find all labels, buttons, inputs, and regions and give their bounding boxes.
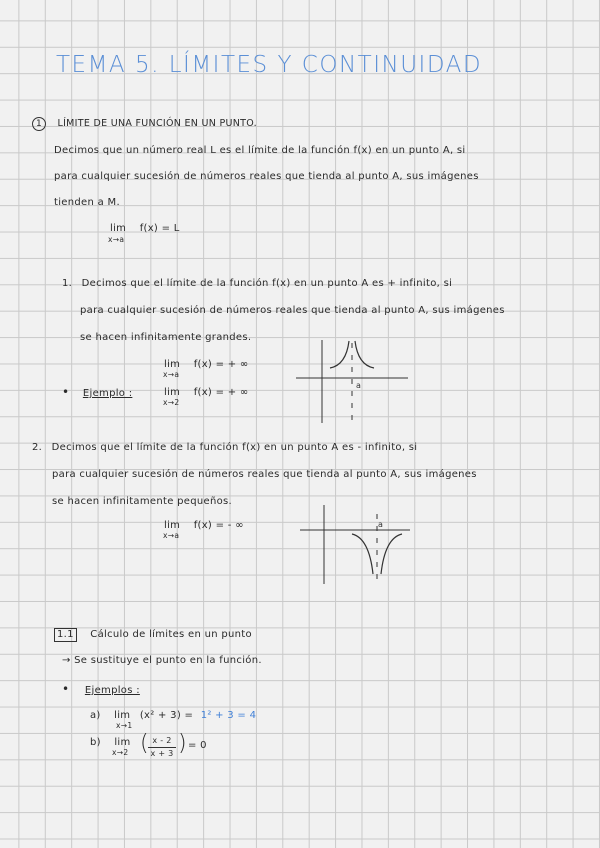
item-number: 2. [32,442,43,453]
lim-subscript: x→a [108,235,125,244]
section-number: 1.1 [54,628,77,642]
examples-label: Ejemplos : [84,685,140,696]
method-note: → Se sustituye el punto en la función. [62,655,262,666]
fraction-denominator: x + 3 [148,747,176,758]
limit-formula [164,521,244,531]
lim-word: lim [164,387,181,398]
lim-expression: f(x) = + ∞ [193,387,249,398]
lim-expression: f(x) = - ∞ [193,520,244,531]
lim-word: lim [114,710,131,721]
example-b-label: b) [90,737,101,748]
examples-row [62,683,140,696]
example-label: Ejemplo : [82,388,133,399]
lim-word: lim [114,737,131,748]
example-b [90,738,131,748]
graph-label: a [356,381,361,390]
lim-word: lim [164,359,181,370]
graph-label: a [378,520,383,529]
fraction-numerator: x - 2 [152,736,172,745]
item-number: 1. [62,278,73,289]
graph-plus-infinity [290,335,410,425]
lim-word: lim [110,223,127,234]
paragraph-line: se hacen infinitamente grandes. [80,332,252,343]
example-b-result: = 0 [188,740,207,751]
paragraph-line: para cualquier sucesión de números reales que tienda al punto A, sus imágenes [54,171,479,182]
curve-left [352,534,373,574]
limit-formula [164,360,249,370]
example-a-result: 1² + 3 = 4 [200,710,257,721]
curve-right [381,534,402,574]
paren-right: ) [178,731,187,756]
bullet: • [62,385,70,399]
paragraph-line: para cualquier sucesión de números reales que tienda al punto A, sus imágenes [52,469,477,480]
section-1-heading-row [32,117,257,131]
lim-subscript: x→1 [116,721,133,730]
section-1-1-heading-row [54,628,252,642]
lim-subscript: x→a [163,370,180,379]
paren-left: ( [140,731,149,756]
lim-expression: f(x) = L [139,223,180,234]
curve-right [355,341,374,368]
limit-formula [110,224,180,234]
example-a-label: a) [90,710,101,721]
paragraph-line: tienden a M. [54,197,120,208]
item-text: Decimos que el límite de la función f(x) en un punto A es - infinito, si [51,442,418,453]
example-a [90,711,256,721]
example-row [62,386,132,399]
item-text: Decimos que el límite de la función f(x) en un punto A es + infinito, si [81,278,453,289]
page-title: TEMA 5. LÍMITES Y CONTINUIDAD [56,52,483,78]
graph-minus-infinity [296,500,416,588]
lim-subscript: x→a [163,531,180,540]
lim-expression: f(x) = + ∞ [193,359,249,370]
item-2-line [32,443,417,453]
bullet: • [62,682,70,696]
lim-word: lim [164,520,181,531]
lim-subscript: x→2 [112,748,129,757]
curve-left [330,341,349,368]
example-a-expression: (x² + 3) = [139,710,194,721]
item-1-line [62,279,452,289]
paragraph-line: se hacen infinitamente pequeños. [52,496,233,507]
section-number: 1 [32,117,46,131]
section-heading: LÍMITE DE UNA FUNCIÓN EN UN PUNTO. [57,118,257,129]
fraction [148,737,176,758]
lim-subscript: x→2 [163,398,180,407]
paragraph-line: Decimos que un número real L es el límite de la función f(x) en un punto A, si [54,145,466,156]
paragraph-line: para cualquier sucesión de números reales que tienda al punto A, sus imágenes [80,305,505,316]
section-heading: Cálculo de límites en un punto [90,629,252,640]
limit-formula [164,388,249,398]
